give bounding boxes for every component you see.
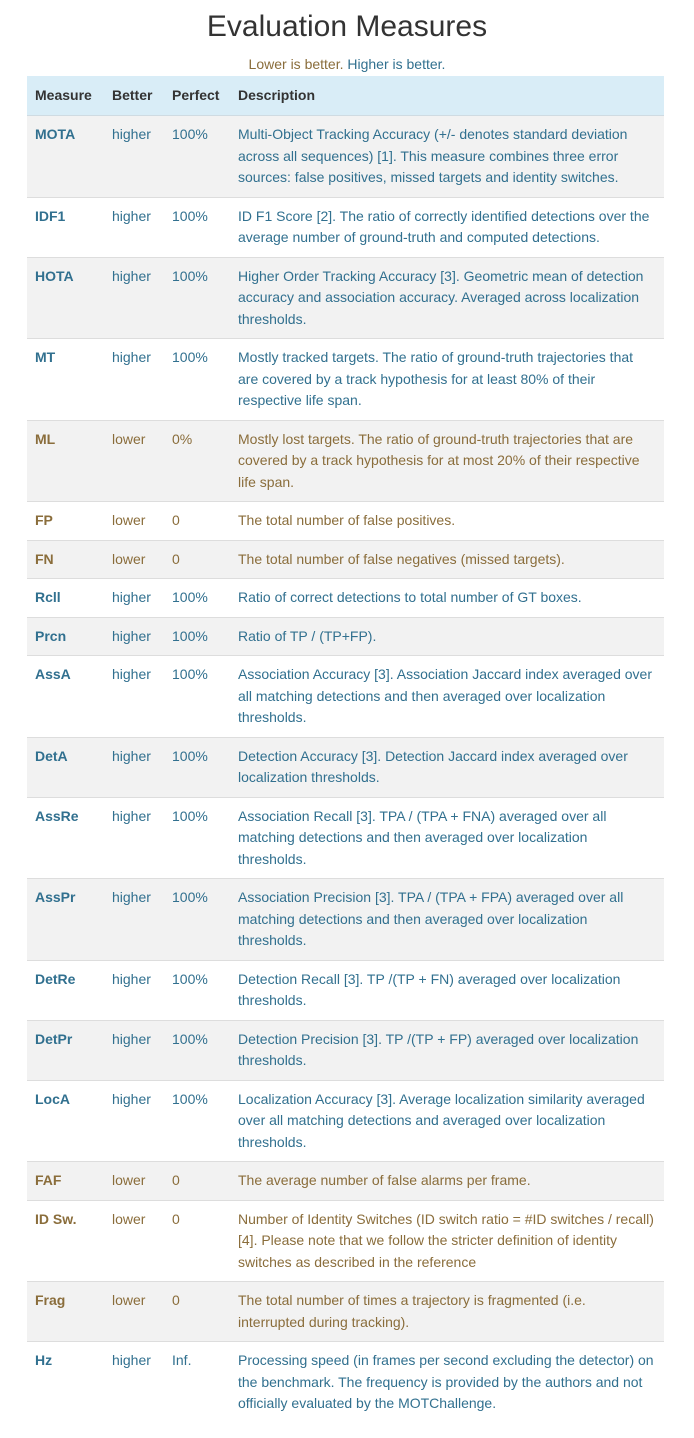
description-cell: Ratio of TP / (TP+FP). [230,617,664,656]
table-row [27,579,664,618]
perfect-value-cell: 100% [164,797,230,879]
perfect-value-cell: 100% [164,257,230,339]
better-cell: lower [104,540,164,579]
description-cell: ID F1 Score [2]. The ratio of correctly identified detections over the average number of ground-truth and computed detections. [230,197,664,257]
table-row [27,737,664,797]
perfect-value-cell: 100% [164,1080,230,1162]
better-cell: lower [104,420,164,502]
table-row [27,797,664,879]
better-cell: higher [104,1080,164,1162]
page-title: Evaluation Measures [206,10,488,43]
table-row [27,1162,664,1201]
table-row [27,1282,664,1342]
legend-lower-text: Lower is better. [248,56,344,72]
perfect-value-cell: 100% [164,656,230,738]
perfect-value-cell: 100% [164,737,230,797]
description-cell: Detection Accuracy [3]. Detection Jaccard index averaged over localization thresholds. [230,737,664,797]
table-row [27,960,664,1020]
table-row [27,1342,664,1423]
better-cell: higher [104,960,164,1020]
better-cell: lower [104,1200,164,1282]
perfect-value-cell: 0% [164,420,230,502]
perfect-value-cell: 100% [164,879,230,961]
description-cell: Detection Precision [3]. TP /(TP + FP) averaged over localization thresholds. [230,1020,664,1080]
measure-name-cell: FP [27,502,104,541]
description-cell: Localization Accuracy [3]. Average localization similarity averaged over all matching detections and averaged over localization thresholds. [230,1080,664,1162]
measures-table [27,76,664,1423]
perfect-value-cell: 0 [164,502,230,541]
table-row [27,879,664,961]
measure-name-cell: ML [27,420,104,502]
table-row [27,420,664,502]
perfect-value-cell: 100% [164,197,230,257]
measure-name-cell: HOTA [27,257,104,339]
description-cell: The total number of times a trajectory is fragmented (i.e. interrupted during tracking). [230,1282,664,1342]
measure-name-cell: IDF1 [27,197,104,257]
measure-name-cell: MOTA [27,116,104,198]
measure-name-cell: FN [27,540,104,579]
measure-name-cell: Frag [27,1282,104,1342]
perfect-value-cell: 100% [164,617,230,656]
column-header-perfect: Perfect [164,76,230,116]
measure-name-cell: MT [27,339,104,421]
table-row [27,1080,664,1162]
description-cell: The total number of false negatives (missed targets). [230,540,664,579]
column-header-measure: Measure [27,76,104,116]
description-cell: Mostly lost targets. The ratio of ground-truth trajectories that are covered by a track hypothesis for at most 20% of their respective life span. [230,420,664,502]
better-cell: higher [104,879,164,961]
better-cell: lower [104,502,164,541]
table-row [27,116,664,198]
description-cell: Detection Recall [3]. TP /(TP + FN) averaged over localization thresholds. [230,960,664,1020]
better-cell: higher [104,116,164,198]
better-cell: higher [104,737,164,797]
measure-name-cell: AssA [27,656,104,738]
description-cell: Association Recall [3]. TPA / (TPA + FNA) averaged over all matching detections and then averaged over localization thresholds. [230,797,664,879]
description-cell: The average number of false alarms per frame. [230,1162,664,1201]
column-header-better: Better [104,76,164,116]
better-cell: higher [104,1342,164,1423]
table-row [27,257,664,339]
description-cell: Mostly tracked targets. The ratio of ground-truth trajectories that are covered by a track hypothesis for at least 80% of their respective life span. [230,339,664,421]
description-cell: Processing speed (in frames per second excluding the detector) on the benchmark. The frequency is provided by the authors and not officially evaluated by the MOTChallenge. [230,1342,664,1423]
table-row [27,540,664,579]
better-cell: higher [104,579,164,618]
description-cell: Number of Identity Switches (ID switch ratio = #ID switches / recall) [4]. Please note that we follow the stricter definition of identity switches as described in the reference [230,1200,664,1282]
perfect-value-cell: 0 [164,1200,230,1282]
description-cell: Higher Order Tracking Accuracy [3]. Geometric mean of detection accuracy and association accuracy. Averaged across localization thresholds. [230,257,664,339]
measure-name-cell: Prcn [27,617,104,656]
table-header-row [27,76,664,116]
better-cell: higher [104,617,164,656]
table-row [27,339,664,421]
legend [0,53,694,75]
description-cell: The total number of false positives. [230,502,664,541]
measure-name-cell: Hz [27,1342,104,1423]
perfect-value-cell: 100% [164,579,230,618]
better-cell: lower [104,1282,164,1342]
measure-name-cell: LocA [27,1080,104,1162]
measure-name-cell: AssPr [27,879,104,961]
column-header-description: Description [230,76,664,116]
perfect-value-cell: 0 [164,1162,230,1201]
legend-higher-text: Higher is better. [347,56,446,72]
measure-name-cell: FAF [27,1162,104,1201]
better-cell: higher [104,197,164,257]
table-row [27,656,664,738]
table-row [27,197,664,257]
perfect-value-cell: 100% [164,116,230,198]
description-cell: Association Precision [3]. TPA / (TPA + FPA) averaged over all matching detections and then averaged over localization thresholds. [230,879,664,961]
description-cell: Association Accuracy [3]. Association Jaccard index averaged over all matching detections and then averaged over localization thresholds. [230,656,664,738]
table-row [27,617,664,656]
perfect-value-cell: 100% [164,1020,230,1080]
better-cell: higher [104,656,164,738]
table-row [27,502,664,541]
better-cell: lower [104,1162,164,1201]
table-row [27,1020,664,1080]
perfect-value-cell: Inf. [164,1342,230,1423]
perfect-value-cell: 100% [164,339,230,421]
better-cell: higher [104,257,164,339]
better-cell: higher [104,797,164,879]
measure-name-cell: DetA [27,737,104,797]
better-cell: higher [104,339,164,421]
measure-name-cell: ID Sw. [27,1200,104,1282]
description-cell: Ratio of correct detections to total number of GT boxes. [230,579,664,618]
measure-name-cell: Rcll [27,579,104,618]
better-cell: higher [104,1020,164,1080]
measure-name-cell: DetPr [27,1020,104,1080]
perfect-value-cell: 100% [164,960,230,1020]
perfect-value-cell: 0 [164,1282,230,1342]
description-cell: Multi-Object Tracking Accuracy (+/- denotes standard deviation across all sequences) [1]. This measure combines three error sources: false positives, missed targets and identity switches. [230,116,664,198]
table-body [27,116,664,1423]
table-row [27,1200,664,1282]
perfect-value-cell: 0 [164,540,230,579]
measure-name-cell: DetRe [27,960,104,1020]
measure-name-cell: AssRe [27,797,104,879]
